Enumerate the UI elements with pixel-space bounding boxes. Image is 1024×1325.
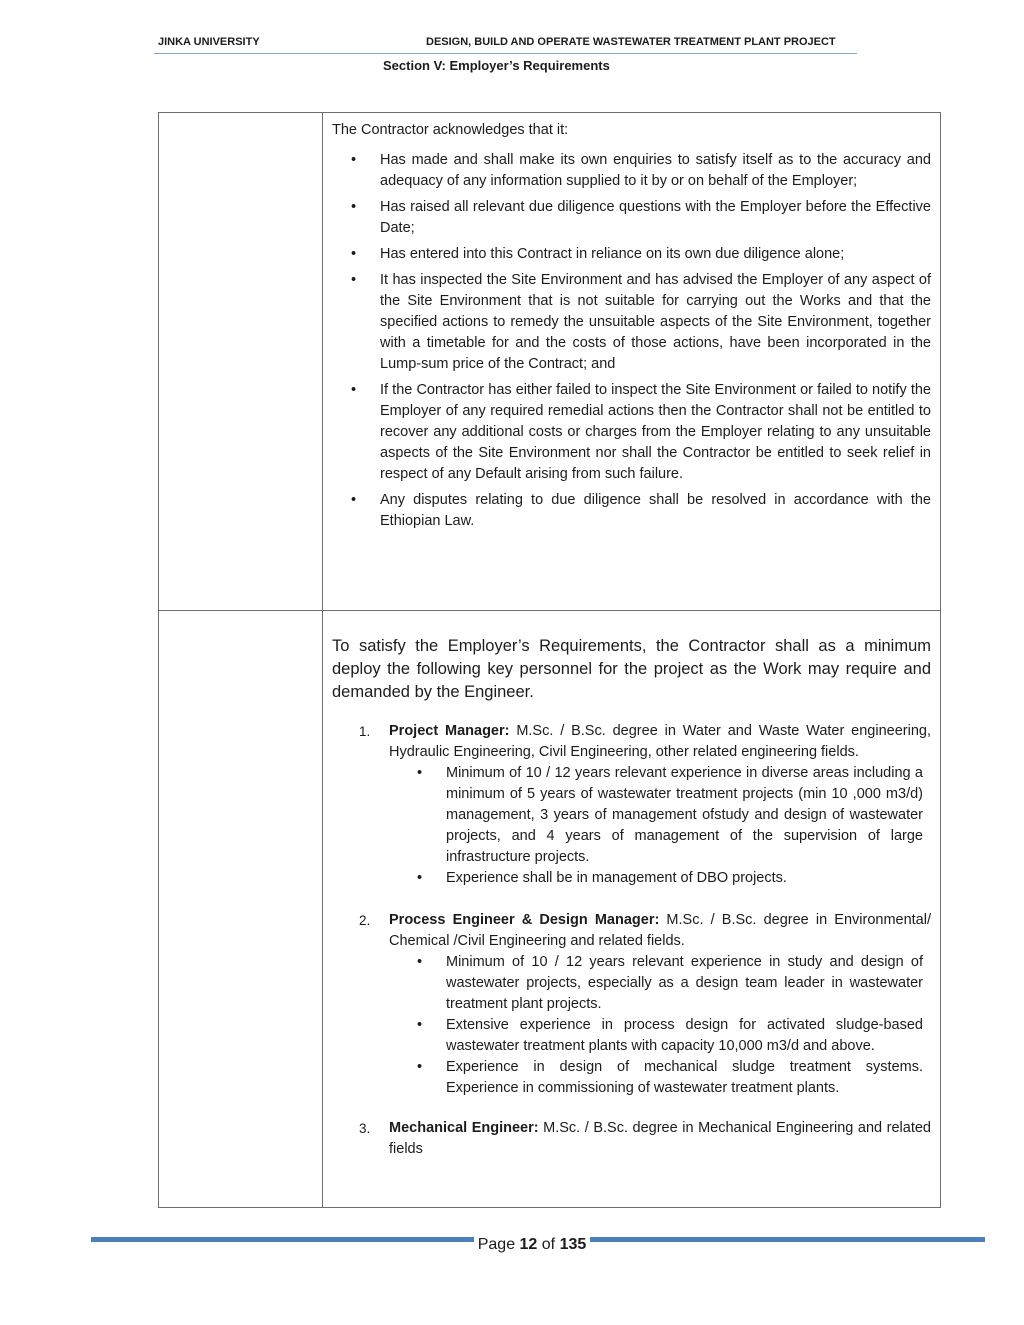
header-divider [154,53,857,54]
acknowledgement-list [332,150,931,532]
role-project-manager [332,721,931,889]
role-process-engineer [332,910,931,1099]
list-item: • Has raised all relevant due diligence questions with the Employer before the Effective Date; [332,197,931,239]
role-description: M.Sc. / B.Sc. degree in Environmental/ Chemical /Civil Engineering and related fields. [389,912,931,949]
requirements-table [158,112,941,1208]
list-item: • Any disputes relating to due diligence shall be resolved in accordance with the Ethiopian Law. [332,490,931,532]
table-row-acknowledgement [159,113,941,611]
total-pages: 135 [559,1236,587,1253]
page-number [0,1236,1024,1254]
role-number: 2. [359,913,371,928]
role-requirements [389,952,931,1099]
role-title: Project Manager: [389,723,510,739]
list-item: • If the Contractor has either failed to inspect the Site Environment or failed to notify the Employer of any required remedial actions then the Contractor shall not be entitled to recover any additional costs or charges from the Employer relating to any unsuitable aspects of the Site Environment nor shall the Contractor be entitled to seek relief in respect of any Default arising from such failure. [332,380,931,485]
key-personnel-list [332,721,931,1160]
list-item: • Minimum of 10 / 12 years relevant experience in diverse areas including a minimum of 5 years of wastewater treatment projects (min 10 ,000 m3/d) management, 3 years of management ofstudy and design of wastewater projects, and 4 years of management of the supervision of large infrastructure projects. [389,763,931,868]
row-content-cell [323,611,941,1208]
role-description: M.Sc. / B.Sc. degree in Mechanical Engineering and related fields [389,1120,931,1157]
list-item: • Experience shall be in management of DBO projects. [389,868,931,889]
role-number: 3. [359,1121,371,1136]
header-institution: JINKA UNIVERSITY [158,36,260,48]
list-item: • Minimum of 10 / 12 years relevant experience in study and design of wastewater projects, especially as a design team leader in wastewater treatment plant projects. [389,952,931,1015]
role-title: Mechanical Engineer: [389,1120,539,1136]
current-page: 12 [519,1236,538,1253]
acknowledgement-intro: The Contractor acknowledges that it: [332,122,569,138]
list-item: • It has inspected the Site Environment and has advised the Employer of any aspect of the Site Environment that is not suitable for carrying out the Works and that the specified actions to remedy the unsuitable aspects of the Site Environment, together with a timetable for and the costs of those actions, have been incorporated in the Lump-sum price of the Contract; and [332,270,931,375]
list-item: • Has entered into this Contract in reliance on its own due diligence alone; [332,244,931,265]
page-of-label: of [537,1236,560,1253]
list-item: • Experience in design of mechanical sludge treatment systems. Experience in commissioning of wastewater treatment plants. [389,1057,931,1099]
role-requirements [389,763,931,889]
table-row-key-personnel [159,611,941,1208]
list-item: • Extensive experience in process design for activated sludge-based wastewater treatment plants with capacity 10,000 m3/d and above. [389,1015,931,1057]
row-label-cell [159,611,323,1208]
row-content-cell [323,113,941,611]
header-project-title: DESIGN, BUILD AND OPERATE WASTEWATER TREATMENT PLANT PROJECT [426,36,836,48]
role-title: Process Engineer & Design Manager: [389,912,660,928]
section-title: Section V: Employer’s Requirements [383,58,610,73]
role-mechanical-engineer [332,1118,931,1160]
key-personnel-intro: To satisfy the Employer’s Requirements, the Contractor shall as a minimum deploy the following key personnel for the project as the Work may require and demanded by the Engineer. [332,637,931,701]
role-description: M.Sc. / B.Sc. degree in Water and Waste Water engineering, Hydraulic Engineering, Civil Engineering, other related engineering fields. [389,723,931,760]
list-item: • Has made and shall make its own enquiries to satisfy itself as to the accuracy and adequacy of any information supplied to it by or on behalf of the Employer; [332,150,931,192]
role-number: 1. [359,724,371,739]
page-label: Page [477,1236,520,1253]
row-label-cell [159,113,323,611]
